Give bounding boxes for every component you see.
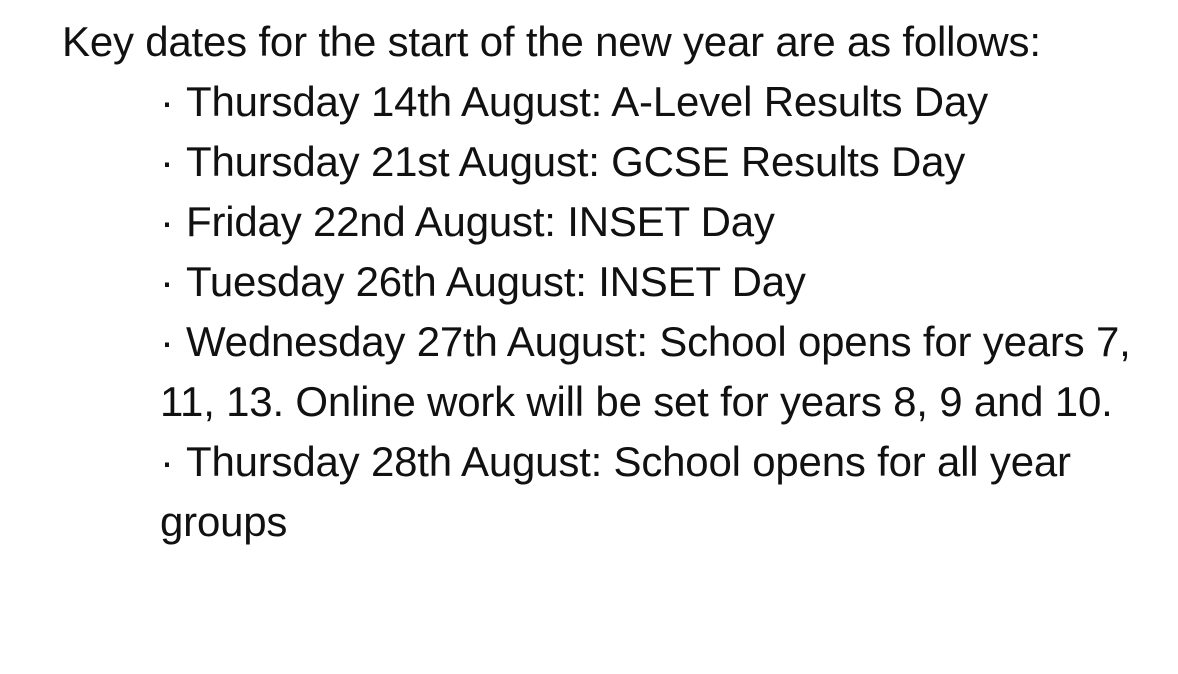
list-item [160,132,1162,192]
bullet-icon: · [160,318,174,365]
list-item [160,192,1162,252]
list-item-text: Thursday 21st August: GCSE Results Day [186,138,966,185]
list-item [160,72,1162,132]
list-item-text: Wednesday 27th August: School opens for years 7, 11, 13. Online work will be set for years 8, 9 and 10. [160,318,1131,425]
key-dates-list [62,72,1162,552]
bullet-icon: · [160,138,174,185]
list-item [160,252,1162,312]
bullet-icon: · [160,258,174,305]
list-item [160,432,1162,552]
bullet-icon: · [160,438,174,485]
intro-paragraph: Key dates for the start of the new year are as follows: [62,18,1041,65]
list-item-text: Thursday 14th August: A-Level Results Day [186,78,988,125]
bullet-icon: · [160,198,174,245]
list-item-text: Friday 22nd August: INSET Day [186,198,775,245]
list-item-text: Thursday 28th August: School opens for all year groups [160,438,1071,545]
list-item-text: Tuesday 26th August: INSET Day [186,258,806,305]
document [62,12,1162,552]
bullet-icon: · [160,78,174,125]
list-item [160,312,1162,432]
